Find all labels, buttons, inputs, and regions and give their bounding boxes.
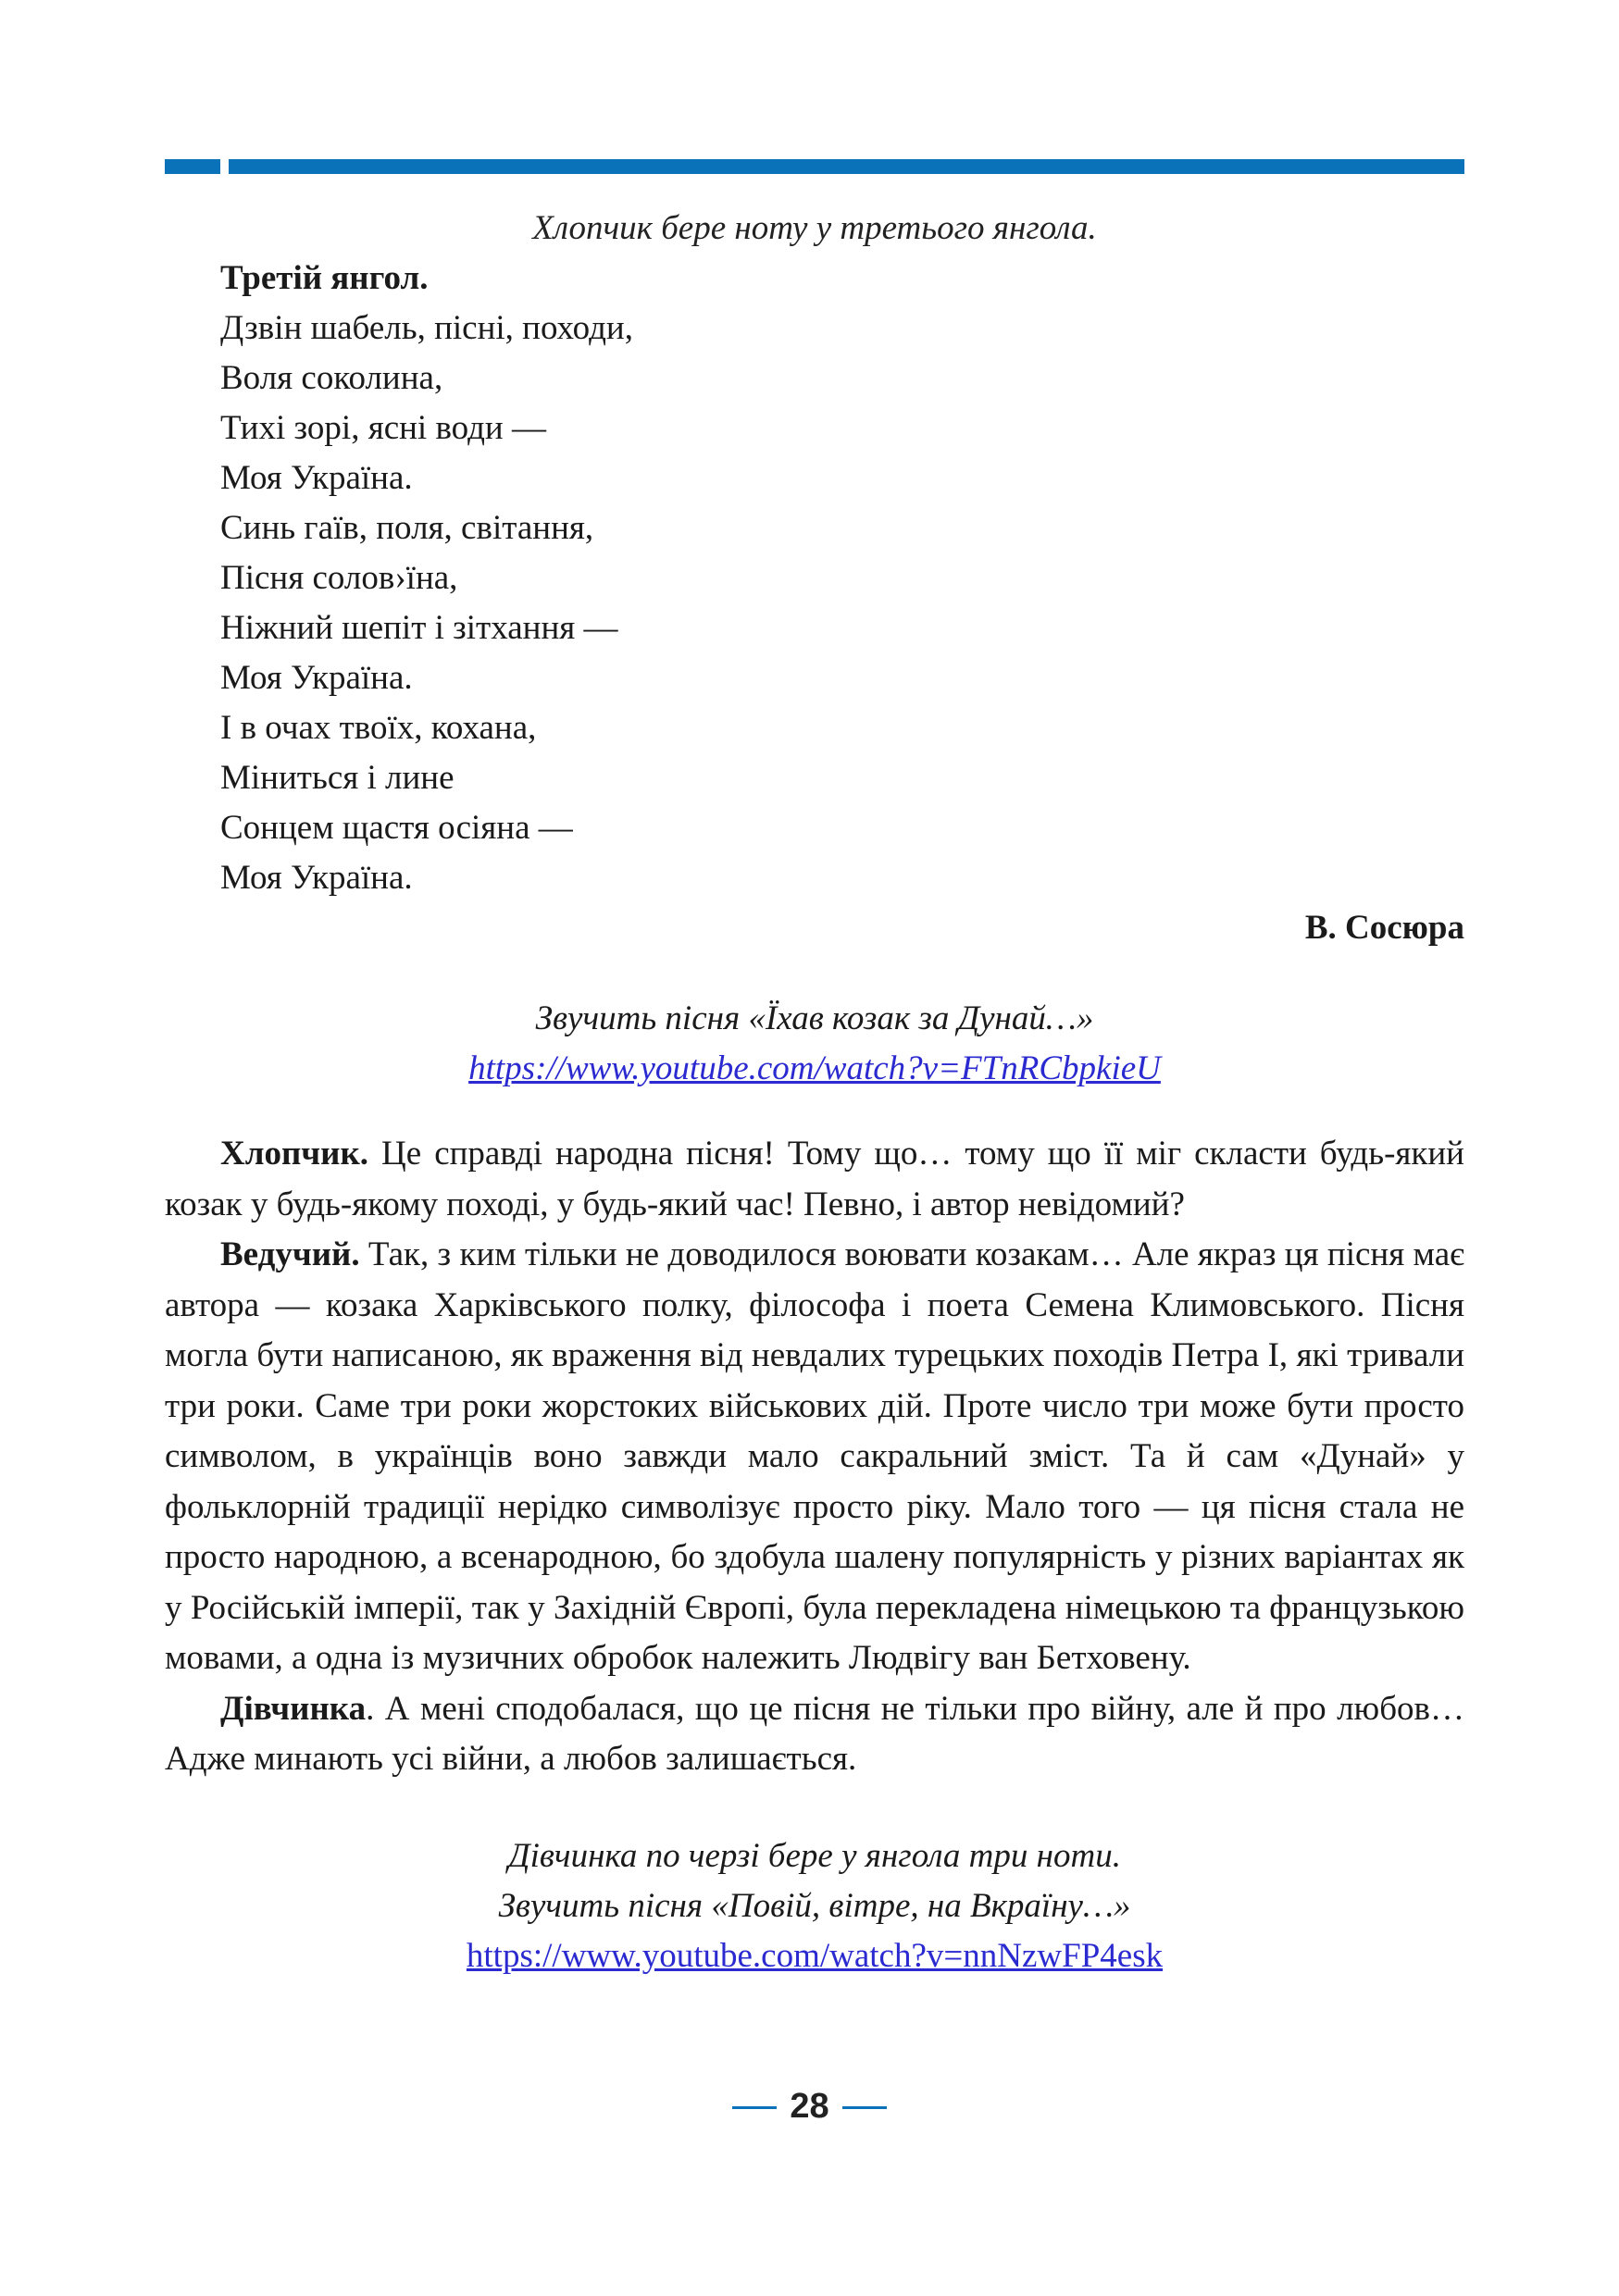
poem-line: Тихі зорі, ясні води — (220, 409, 546, 447)
header-accent-bar-long (229, 159, 1464, 174)
poem-line: Моя Україна. (220, 659, 413, 697)
song-1-title: Звучить пісня «Їхав козак за Дунай…» (535, 999, 1094, 1037)
page-content (165, 204, 1464, 1981)
poem-line: Дзвін шабель, пісні, походи, (220, 309, 633, 347)
dialogue-paragraph (165, 1684, 1464, 1785)
poem-line: Воля соколина, (220, 359, 443, 397)
poem-line: Синь гаїв, поля, світання, (220, 509, 594, 547)
dialogue-speaker: Хлопчик. (220, 1135, 369, 1173)
poem (165, 254, 1464, 903)
dialogue-speaker: Ведучий. (220, 1235, 360, 1273)
poem-line: Ніжний шепіт і зітхання — (220, 609, 618, 647)
dialogue-speaker: Дівчинка (220, 1689, 367, 1728)
poem-line: І в очах твоїх, кохана, (220, 709, 537, 747)
poem-author: В. Сосюра (1304, 909, 1464, 947)
dialogue-text: Так, з ким тільки не доводилося воювати козакам… Але якраз ця пісня має автора — козака Харківського полку, філософа і поета Семена Климовського. Пісня могла бути написаною, як враження від невдалих турецьких походів Петра І, які тривали три роки. Саме три роки жорстоких військових дій. Проте число три може бути просто символом, в українців воно завжди мало сакральний зміст. Та й сам «Дунай» у фольклорній традиції нерідко символізує просто ріку. Мало того — ця пісня стала не просто народною, а всенародною, бо здобула шалену популярність у різних варіантах як у Російській імперії, так у Західній Європі, була перекладена німецькою та французькою мовами, а одна із музичних обробок належить Людвігу ван Бетховену. (165, 1235, 1464, 1677)
stage-direction-2: Дівчинка по черзі бере у янгола три ноти. (508, 1836, 1121, 1875)
footer-dash-right (842, 2106, 887, 2109)
page-footer (0, 2087, 1619, 2127)
song-2-link[interactable]: https://www.youtube.com/watch?v=nnNzwFP4esk (466, 1936, 1164, 1975)
poem-line: Пісня солов›їна, (220, 559, 458, 597)
dialogue-text: Це справді народна пісня! Тому що… тому що її міг скласти будь-який козак у будь-якому поході, у будь-який час! Певно, і автор невідомий? (165, 1135, 1464, 1223)
poem-line: Міниться і лине (220, 759, 455, 797)
song-1-link[interactable]: https://www.youtube.com/watch?v=FTnRCbpkieU (468, 1049, 1161, 1087)
dialogue-text: . А мені сподобалася, що це пісня не тільки про війну, але й про любов… Адже минають усі війни, а любов залишається. (165, 1689, 1464, 1778)
stage-direction-1: Хлопчик бере ноту у третього янгола. (532, 209, 1097, 247)
dialogue-paragraph (165, 1230, 1464, 1684)
song-2-title: Звучить пісня «Повій, вітре, на Вкраїну…» (498, 1886, 1131, 1925)
dialogue-paragraph (165, 1129, 1464, 1230)
poem-line: Моя Україна. (220, 859, 413, 897)
song-2-block (165, 1831, 1464, 1981)
poem-line: Моя Україна. (220, 459, 413, 497)
song-1-block (165, 994, 1464, 1094)
footer-dash-left (732, 2106, 777, 2109)
header-accent-bar-short (165, 159, 220, 174)
page-number: 28 (790, 2087, 829, 2126)
poem-speaker: Третій янгол. (220, 259, 429, 297)
poem-line: Сонцем щастя осіяна — (220, 809, 573, 847)
